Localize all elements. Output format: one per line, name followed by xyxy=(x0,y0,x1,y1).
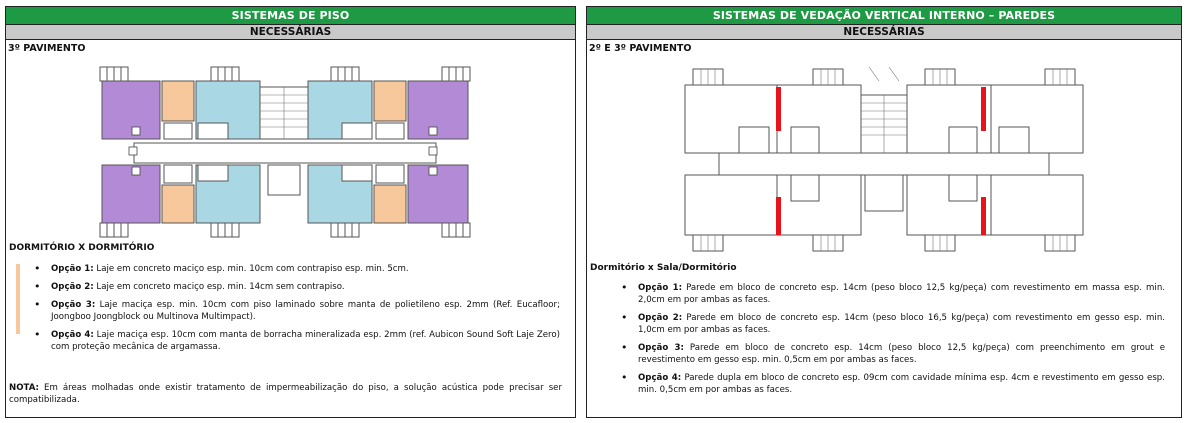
wall-plan-red-markers xyxy=(679,67,1089,257)
option-label: Opção 2: xyxy=(638,313,683,323)
option-item xyxy=(28,281,560,293)
option-item xyxy=(615,282,1165,306)
option-label: Opção 3: xyxy=(51,300,96,310)
panel-title: SISTEMAS DE PISO xyxy=(6,7,575,24)
panel-subtitle: NECESSÁRIAS xyxy=(6,24,575,40)
option-color-marker xyxy=(16,264,20,334)
option-text: Parede em bloco de concreto esp. 14cm (peso bloco 16,5 kg/peça) com revestimento em gesso esp. min. 1,0cm em por ambas as faces. xyxy=(638,313,1165,335)
option-item xyxy=(28,329,560,353)
option-text: Laje em concreto maciço esp. min. 10cm com contrapiso esp. min. 5cm. xyxy=(93,264,409,274)
option-item xyxy=(615,312,1165,336)
option-text: Laje em concreto maciço esp. min. 14cm sem contrapiso. xyxy=(93,282,345,292)
option-item xyxy=(615,342,1165,366)
note xyxy=(9,382,562,406)
option-label: Opção 4: xyxy=(638,373,682,383)
option-text: Parede dupla em bloco de concreto esp. 09cm com cavidade mínima esp. 4cm e revestimento em gesso esp. min. 0,5cm em por ambas as faces. xyxy=(638,373,1165,395)
option-item xyxy=(28,263,560,275)
note-text: Em áreas molhadas onde existir tratamento de impermeabilização do piso, a solução acústica pode precisar ser compatibilizada. xyxy=(9,383,562,405)
options-list xyxy=(615,282,1165,402)
panel-subtitle: NECESSÁRIAS xyxy=(587,24,1181,40)
option-item xyxy=(615,372,1165,396)
floor-plan-color-coded xyxy=(94,65,476,241)
option-label: Opção 1: xyxy=(638,283,683,293)
note-label: NOTA: xyxy=(9,383,39,393)
floor-label: 2º E 3º PAVIMENTO xyxy=(589,43,692,54)
wall-systems-panel xyxy=(586,6,1182,418)
option-label: Opção 4: xyxy=(51,330,94,340)
option-label: Opção 1: xyxy=(51,264,94,274)
section-heading: DORMITÓRIO X DORMITÓRIO xyxy=(9,243,155,253)
panel-title: SISTEMAS DE VEDAÇÃO VERTICAL INTERNO – PAREDES xyxy=(587,7,1181,24)
section-heading: Dormitório x Sala/Dormitório xyxy=(590,263,737,273)
option-text: Parede em bloco de concreto esp. 14cm (peso bloco 12,5 kg/peça) com preenchimento em grout e revestimento em gesso esp. min. 0,5cm em por ambas as faces. xyxy=(638,343,1165,365)
option-label: Opção 3: xyxy=(638,343,684,353)
option-item xyxy=(28,299,560,323)
floor-systems-panel xyxy=(5,6,576,418)
option-text: Laje maciça esp. min. 10cm com piso laminado sobre manta de polietileno esp. 2mm (Ref. Eucafloor; Joongboo Joongblock ou Multinova Multimpact). xyxy=(51,300,560,322)
options-list xyxy=(28,263,560,359)
option-label: Opção 2: xyxy=(51,282,94,292)
option-text: Parede em bloco de concreto esp. 14cm (peso bloco 12,5 kg/peça) com revestimento em massa esp. min. 2,0cm em por ambas as faces. xyxy=(638,283,1165,305)
floor-label: 3º PAVIMENTO xyxy=(8,43,86,54)
option-text: Laje maciça esp. 10cm com manta de borracha mineralizada esp. 2mm (ref. Aubicon Sound Soft Laje Zero) com proteção mecânica de argamassa. xyxy=(51,330,560,352)
